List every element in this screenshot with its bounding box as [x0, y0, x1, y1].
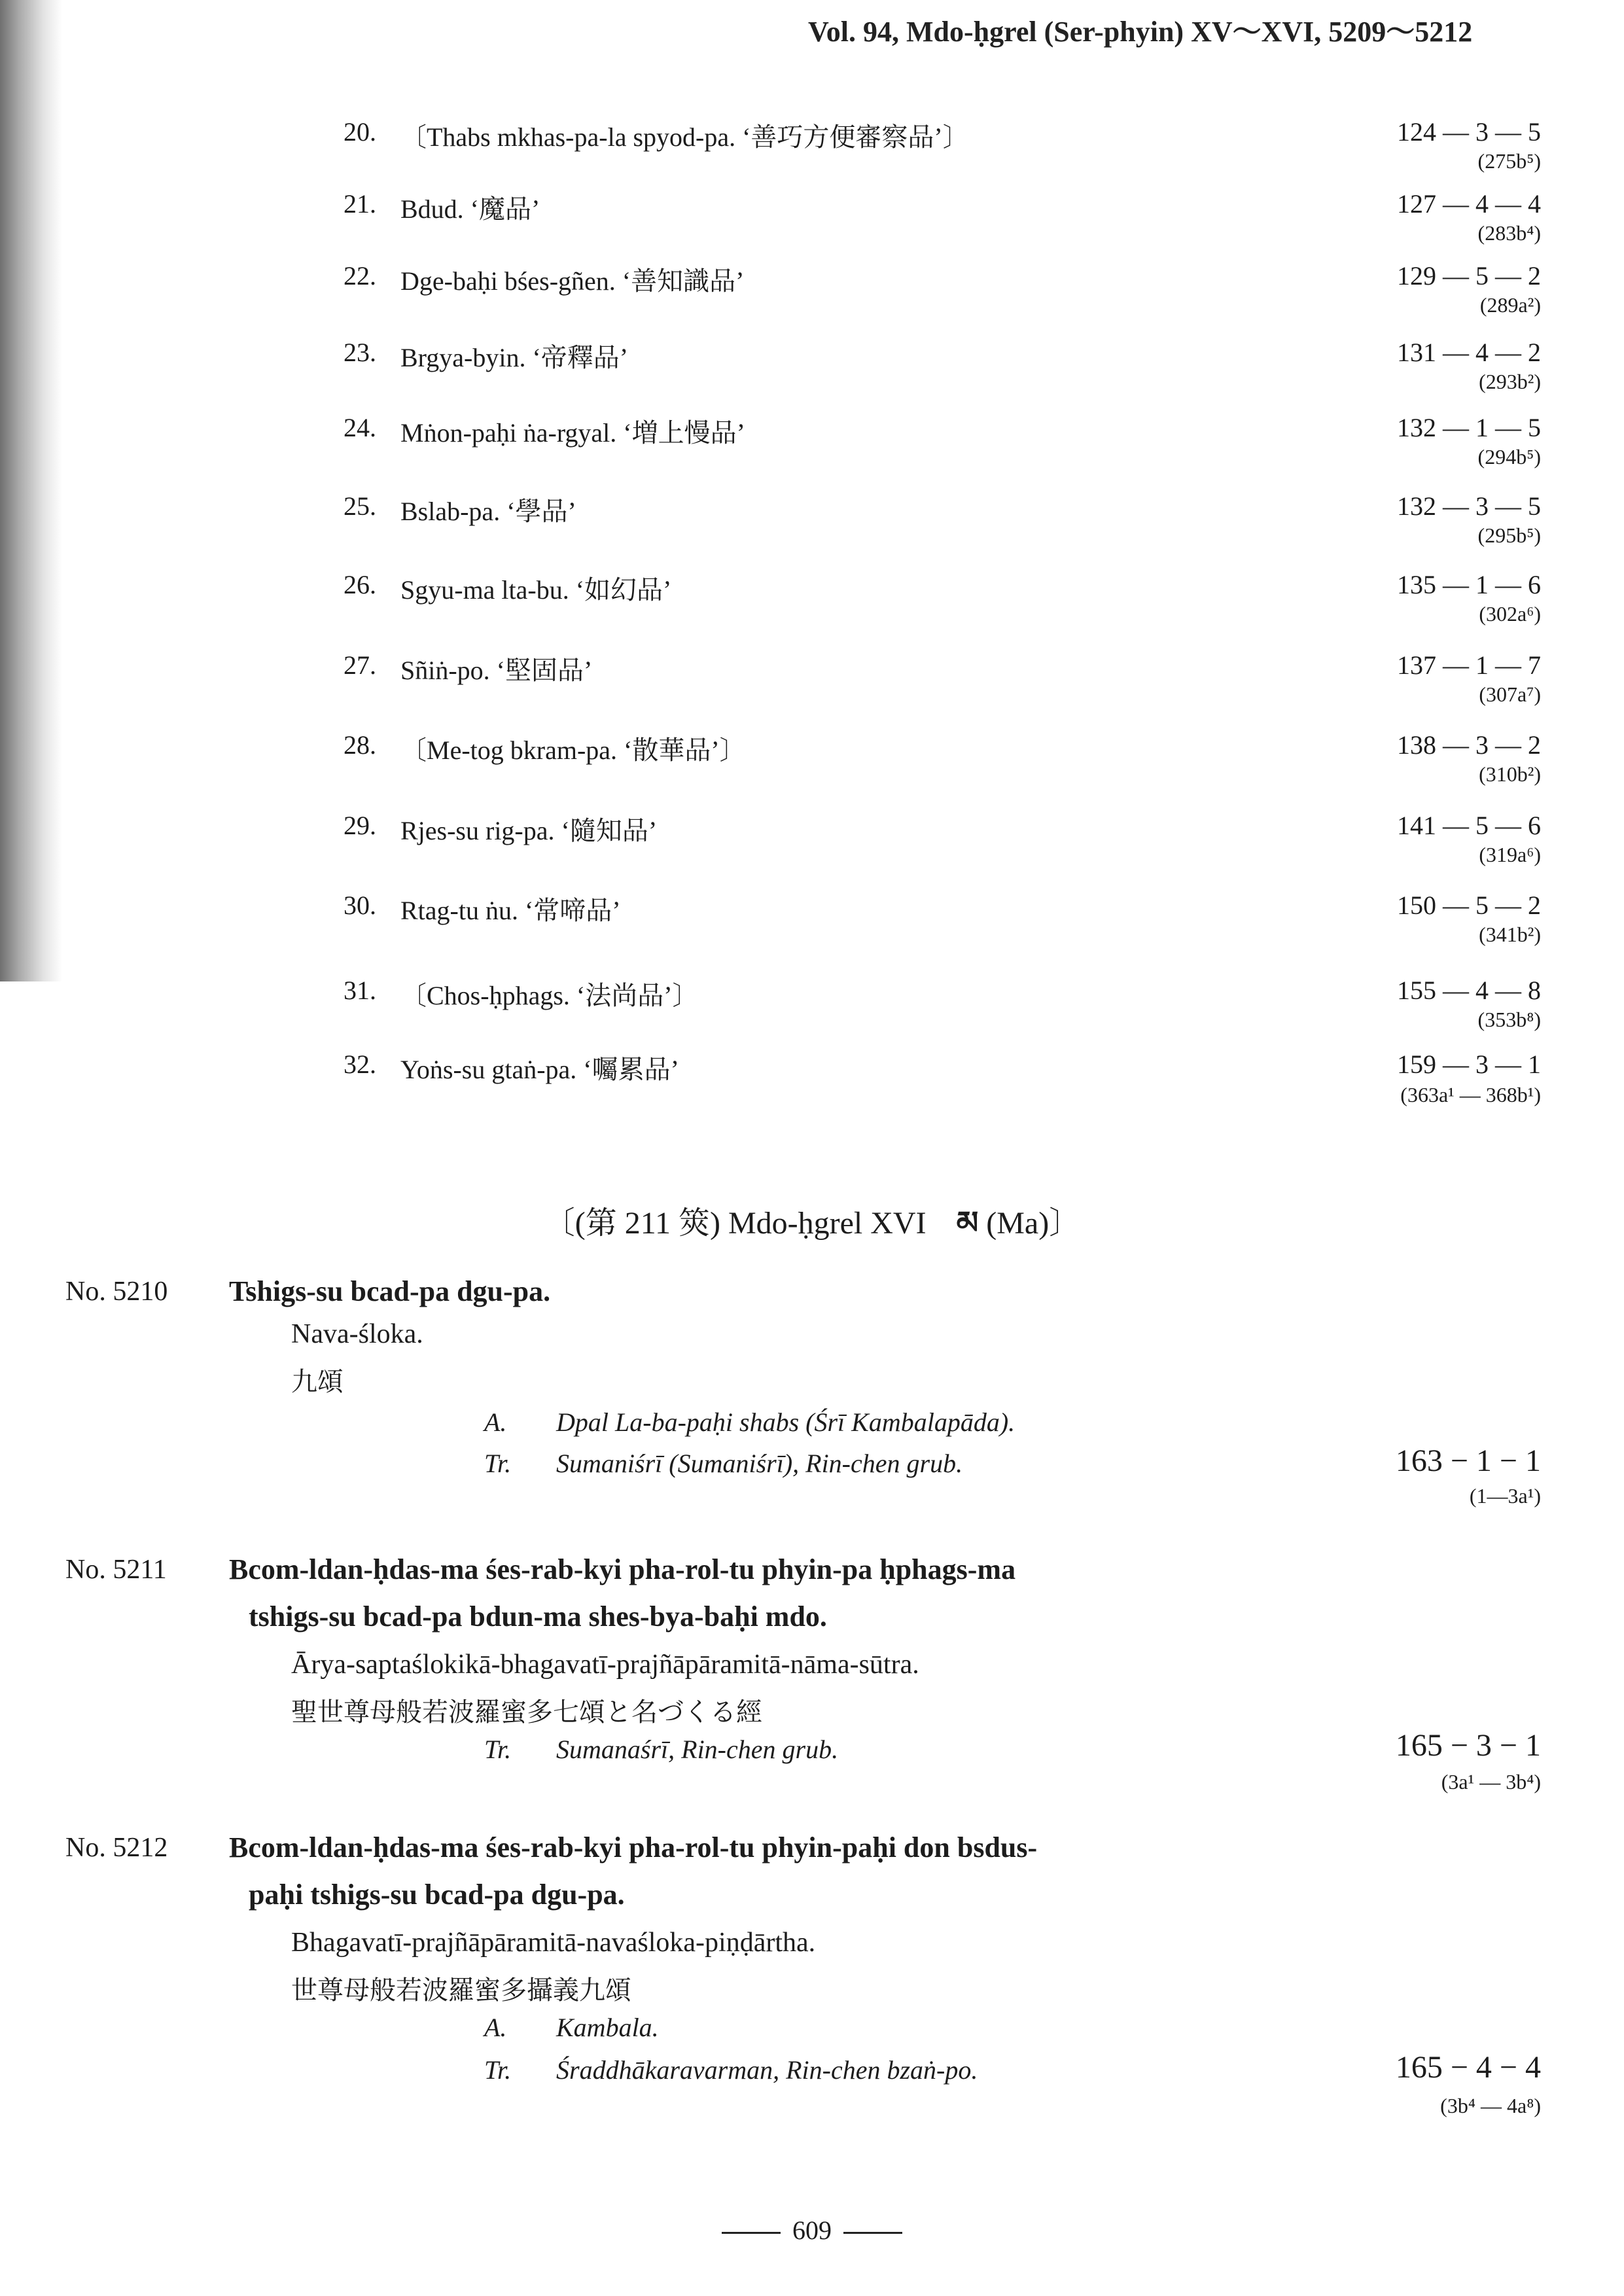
chapter-number: 25.	[344, 491, 376, 521]
chapter-title: Rtag-tu ṅu. ‘常啼品’	[400, 896, 621, 925]
translator-label: Tr.	[484, 1449, 512, 1478]
volume-heading	[0, 1188, 1624, 1276]
chapter-folio-ref: (302a⁶)	[1479, 602, 1541, 626]
footer-rule-right	[843, 2232, 902, 2234]
chapter-folio: 127 — 4 — 4	[1397, 189, 1541, 219]
chapter-folio: 131 — 4 — 2	[1397, 338, 1541, 367]
entry-number: No. 5212	[65, 1833, 168, 1863]
chapter-number: 30.	[344, 891, 376, 920]
chapter-title: Sñiṅ-po. ‘堅固品’	[400, 656, 593, 685]
chapter-title: Mṅon-paḥi ṅa-rgyal. ‘増上慢品’	[400, 418, 745, 448]
entry-title-line-2: paḥi tshigs-su bcad-pa dgu-pa.	[249, 1879, 625, 1911]
chapter-folio-ref: (307a⁷)	[1479, 682, 1541, 706]
translator-name: Sumaniśrī (Sumaniśrī), Rin-chen grub.	[556, 1449, 963, 1478]
author-name: Dpal La-ba-paḥi shabs (Śrī Kambalapāda).	[556, 1407, 1015, 1437]
entry-folio: 165 − 4 − 4	[1395, 2050, 1541, 2085]
chapter-number: 21.	[344, 189, 376, 219]
japanese-title: 聖世尊母般若波羅蜜多七頌と名づくる經	[291, 1697, 762, 1727]
entry-title: Tshigs-su bcad-pa dgu-pa.	[229, 1275, 551, 1307]
entry-title: Bcom-ldan-ḥdas-ma śes-rab-kyi pha-rol-tu phyin-paḥi don bsdus-	[229, 1831, 1038, 1863]
chapter-folio-ref: (319a⁶)	[1479, 843, 1541, 866]
chapter-folio-ref: (293b²)	[1479, 370, 1541, 393]
chapter-folio: 124 — 3 — 5	[1397, 117, 1541, 147]
entry-title: Bcom-ldan-ḥdas-ma śes-rab-kyi pha-rol-tu phyin-pa ḥphags-ma	[229, 1553, 1016, 1585]
chapter-number: 27.	[344, 650, 376, 680]
scan-edge-shadow	[0, 0, 62, 981]
author-label: A.	[484, 2013, 507, 2042]
translator-label: Tr.	[484, 2055, 512, 2085]
japanese-title: 九頌	[291, 1367, 344, 1397]
translator-name: Śraddhākaravarman, Rin-chen bzaṅ-po.	[556, 2055, 978, 2085]
chapter-title: Dge-baḥi bśes-gñen. ‘善知識品’	[400, 266, 745, 296]
chapter-folio: 159 — 3 — 1	[1397, 1050, 1541, 1079]
chapter-folio-ref: (283b⁴)	[1477, 221, 1541, 245]
chapter-folio-ref: (341b²)	[1479, 923, 1541, 946]
chapter-title: Rjes-su rig-pa. ‘隨知品’	[400, 816, 658, 845]
chapter-folio-ref: (295b⁵)	[1477, 523, 1541, 547]
chapter-folio: 132 — 3 — 5	[1397, 491, 1541, 521]
entry-folio-ref: (3a¹ — 3b⁴)	[1441, 1770, 1541, 1793]
chapter-folio: 138 — 3 — 2	[1397, 730, 1541, 760]
author-label: A.	[484, 1407, 507, 1437]
japanese-title: 世尊母般若波羅蜜多攝義九頌	[291, 1975, 631, 2005]
chapter-title: Bdud. ‘魔品’	[400, 194, 540, 224]
chapter-folio-ref: (289a²)	[1479, 293, 1541, 317]
entry-folio-ref: (1—3a¹)	[1469, 1484, 1541, 1508]
chapter-number: 23.	[344, 338, 376, 367]
chapter-folio-ref: (310b²)	[1479, 762, 1541, 786]
entry-folio: 165 − 3 − 1	[1395, 1728, 1541, 1763]
page-number: 609	[792, 2216, 832, 2245]
entry-folio-ref: (3b⁴ — 4a⁸)	[1440, 2094, 1541, 2117]
chapter-title: Bslab-pa. ‘學品’	[400, 497, 576, 526]
chapter-folio: 135 — 1 — 6	[1397, 570, 1541, 599]
running-header: Vol. 94, Mdo-ḥgrel (Ser-phyin) XV～XVI, 5209～5212	[808, 16, 1473, 48]
chapter-number: 20.	[344, 117, 376, 147]
chapter-folio: 132 — 1 — 5	[1397, 413, 1541, 442]
chapter-title: 〔Me-tog bkram-pa. ‘散華品’〕	[400, 735, 746, 765]
chapter-number: 32.	[344, 1050, 376, 1079]
entry-number: No. 5210	[65, 1277, 168, 1307]
chapter-number: 29.	[344, 811, 376, 840]
chapter-title: Brgya-byin. ‘帝釋品’	[400, 343, 629, 372]
chapter-folio: 141 — 5 — 6	[1397, 811, 1541, 840]
author-name: Kambala.	[556, 2013, 659, 2042]
tibetan-letter: མ	[956, 1206, 979, 1241]
chapter-number: 31.	[344, 976, 376, 1005]
volume-heading-text: 〔(第 211 筴) Mdo-ḥgrel XVI	[543, 1206, 927, 1241]
chapter-folio-ref: (353b⁸)	[1477, 1008, 1541, 1031]
chapter-title: 〔Thabs mkhas-pa-la spyod-pa. ‘善巧方便審察品’〕	[400, 122, 969, 152]
sanskrit-title: Nava-śloka.	[291, 1319, 423, 1349]
chapter-title: Sgyu-ma lta-bu. ‘如幻品’	[400, 575, 672, 605]
chapter-number: 24.	[344, 413, 376, 442]
chapter-folio: 150 — 5 — 2	[1397, 891, 1541, 920]
page-number-footer	[0, 2215, 1624, 2246]
sanskrit-title: Bhagavatī-prajñāpāramitā-navaśloka-piṇḍārtha.	[291, 1928, 816, 1958]
chapter-folio: 129 — 5 — 2	[1397, 261, 1541, 291]
chapter-title: 〔Chos-ḥphags. ‘法尚品’〕	[400, 981, 699, 1010]
entry-folio: 163 − 1 − 1	[1395, 1443, 1541, 1478]
chapter-title: Yoṅs-su gtaṅ-pa. ‘囑累品’	[400, 1055, 679, 1084]
chapter-folio-ref: (363a¹ — 368b¹)	[1400, 1083, 1541, 1106]
chapter-folio: 155 — 4 — 8	[1397, 976, 1541, 1005]
sanskrit-title: Ārya-saptaślokikā-bhagavatī-prajñāpāramitā-nāma-sūtra.	[291, 1650, 919, 1680]
chapter-number: 28.	[344, 730, 376, 760]
chapter-number: 22.	[344, 261, 376, 291]
chapter-number: 26.	[344, 570, 376, 599]
footer-rule-left	[722, 2232, 781, 2234]
entry-number: No. 5211	[65, 1555, 167, 1585]
translator-label: Tr.	[484, 1735, 512, 1764]
translator-name: Sumanaśrī, Rin-chen grub.	[556, 1735, 839, 1764]
chapter-folio: 137 — 1 — 7	[1397, 650, 1541, 680]
volume-heading-suffix: (Ma)〕	[986, 1206, 1081, 1241]
chapter-folio-ref: (294b⁵)	[1477, 445, 1541, 468]
entry-title-line-2: tshigs-su bcad-pa bdun-ma shes-bya-baḥi mdo.	[249, 1600, 827, 1633]
chapter-folio-ref: (275b⁵)	[1477, 149, 1541, 173]
